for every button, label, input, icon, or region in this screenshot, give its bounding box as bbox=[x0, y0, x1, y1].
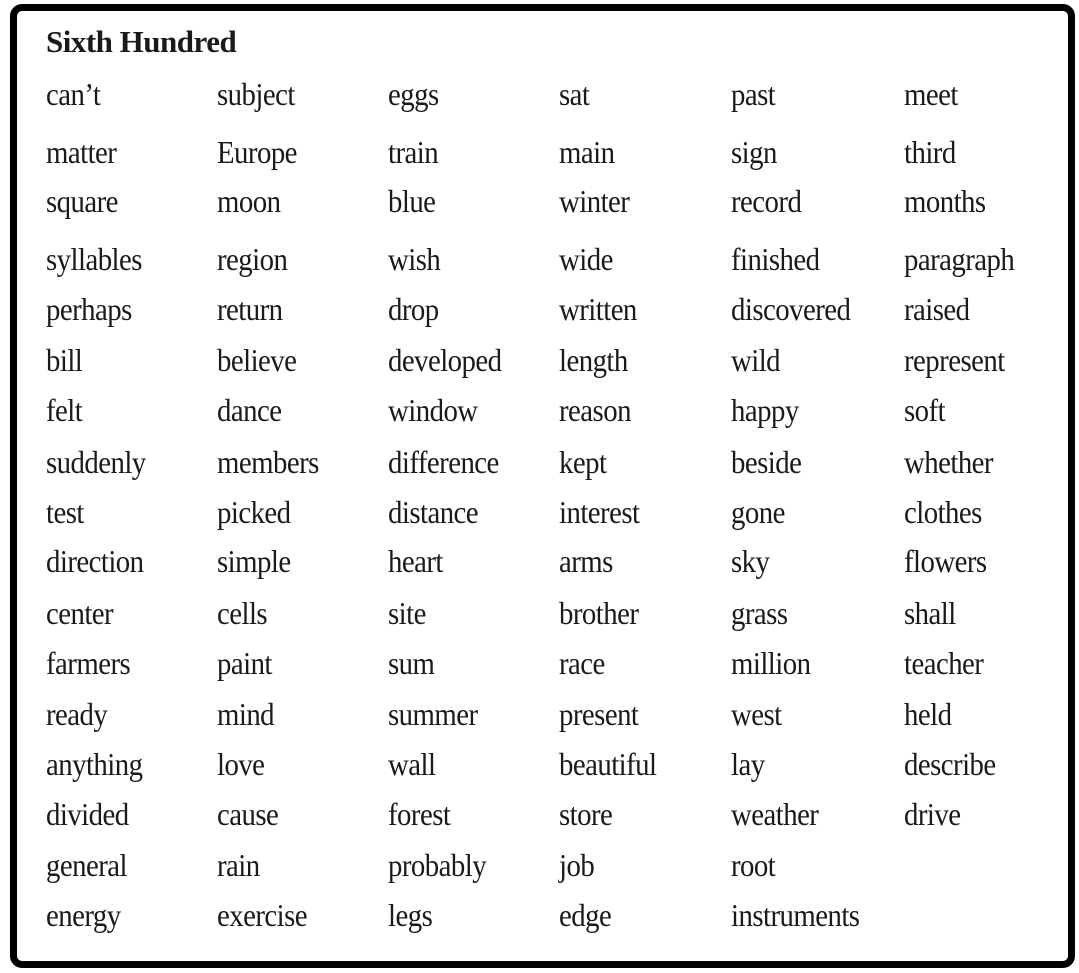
word-item: beside bbox=[731, 444, 802, 480]
word-item: mind bbox=[217, 696, 275, 732]
word-item: general bbox=[46, 847, 127, 883]
word-item: rain bbox=[217, 847, 260, 883]
word-item: kept bbox=[559, 444, 607, 480]
word-item: third bbox=[904, 134, 956, 170]
word-item: winter bbox=[559, 183, 630, 219]
word-item: forest bbox=[388, 796, 451, 832]
word-item: center bbox=[46, 595, 114, 631]
word-item: site bbox=[388, 595, 426, 631]
word-item: wall bbox=[388, 746, 436, 782]
word-item: weather bbox=[731, 796, 819, 832]
word-item: sky bbox=[731, 543, 770, 579]
word-item: million bbox=[731, 645, 811, 681]
word-item: syllables bbox=[46, 241, 142, 277]
word-item: cause bbox=[217, 796, 279, 832]
word-item: felt bbox=[46, 392, 83, 428]
word-item: paint bbox=[217, 645, 272, 681]
word-item: describe bbox=[904, 746, 996, 782]
word-item: discovered bbox=[731, 291, 851, 327]
word-item: root bbox=[731, 847, 776, 883]
word-item: eggs bbox=[388, 76, 439, 112]
word-item: interest bbox=[559, 494, 640, 530]
word-item: teacher bbox=[904, 645, 984, 681]
word-item: distance bbox=[388, 494, 479, 530]
word-item: present bbox=[559, 696, 639, 732]
word-item: sat bbox=[559, 76, 590, 112]
word-item: written bbox=[559, 291, 637, 327]
word-item: developed bbox=[388, 342, 502, 378]
word-item: soft bbox=[904, 392, 946, 428]
word-item: return bbox=[217, 291, 283, 327]
word-item: beautiful bbox=[559, 746, 657, 782]
word-item: ready bbox=[46, 696, 108, 732]
word-item: divided bbox=[46, 796, 129, 832]
word-item: square bbox=[46, 183, 118, 219]
word-item: blue bbox=[388, 183, 436, 219]
word-item: sum bbox=[388, 645, 435, 681]
word-item: window bbox=[388, 392, 478, 428]
word-item: heart bbox=[388, 543, 443, 579]
word-item: test bbox=[46, 494, 84, 530]
word-item: anything bbox=[46, 746, 143, 782]
word-item: record bbox=[731, 183, 802, 219]
word-item: raised bbox=[904, 291, 970, 327]
word-item: edge bbox=[559, 897, 612, 933]
word-item: represent bbox=[904, 342, 1005, 378]
word-item: months bbox=[904, 183, 986, 219]
word-item: store bbox=[559, 796, 613, 832]
word-item: race bbox=[559, 645, 605, 681]
word-item: simple bbox=[217, 543, 291, 579]
word-item: members bbox=[217, 444, 319, 480]
word-item: Europe bbox=[217, 134, 297, 170]
word-item: exercise bbox=[217, 897, 308, 933]
word-item: job bbox=[559, 847, 595, 883]
page-title: Sixth Hundred bbox=[46, 24, 237, 59]
word-item: can’t bbox=[46, 76, 101, 112]
word-item: probably bbox=[388, 847, 487, 883]
word-item: wild bbox=[731, 342, 781, 378]
word-item: wish bbox=[388, 241, 441, 277]
word-item: west bbox=[731, 696, 782, 732]
word-item: cells bbox=[217, 595, 268, 631]
word-item: perhaps bbox=[46, 291, 132, 327]
word-item: shall bbox=[904, 595, 956, 631]
word-item: whether bbox=[904, 444, 993, 480]
word-item: picked bbox=[217, 494, 291, 530]
word-item: believe bbox=[217, 342, 297, 378]
word-item: meet bbox=[904, 76, 958, 112]
word-item: clothes bbox=[904, 494, 982, 530]
word-item: subject bbox=[217, 76, 295, 112]
word-item: wide bbox=[559, 241, 613, 277]
word-item: lay bbox=[731, 746, 765, 782]
word-item: love bbox=[217, 746, 265, 782]
word-item: paragraph bbox=[904, 241, 1015, 277]
word-item: arms bbox=[559, 543, 613, 579]
word-item: held bbox=[904, 696, 952, 732]
word-item: suddenly bbox=[46, 444, 146, 480]
word-item: drive bbox=[904, 796, 961, 832]
word-item: train bbox=[388, 134, 439, 170]
word-item: flowers bbox=[904, 543, 987, 579]
word-item: drop bbox=[388, 291, 439, 327]
word-item: happy bbox=[731, 392, 799, 428]
word-item: length bbox=[559, 342, 628, 378]
word-item: sign bbox=[731, 134, 777, 170]
word-item: brother bbox=[559, 595, 639, 631]
word-item: matter bbox=[46, 134, 117, 170]
word-item: direction bbox=[46, 543, 144, 579]
word-item: main bbox=[559, 134, 615, 170]
word-item: gone bbox=[731, 494, 785, 530]
word-item: finished bbox=[731, 241, 820, 277]
word-item: summer bbox=[388, 696, 478, 732]
word-item: region bbox=[217, 241, 288, 277]
word-item: farmers bbox=[46, 645, 131, 681]
word-item: past bbox=[731, 76, 776, 112]
word-item: moon bbox=[217, 183, 281, 219]
word-item: grass bbox=[731, 595, 788, 631]
word-item: legs bbox=[388, 897, 433, 933]
word-item: reason bbox=[559, 392, 631, 428]
word-item: dance bbox=[217, 392, 282, 428]
word-item: difference bbox=[388, 444, 499, 480]
word-item: energy bbox=[46, 897, 121, 933]
word-item: instruments bbox=[731, 897, 860, 933]
word-item: bill bbox=[46, 342, 83, 378]
